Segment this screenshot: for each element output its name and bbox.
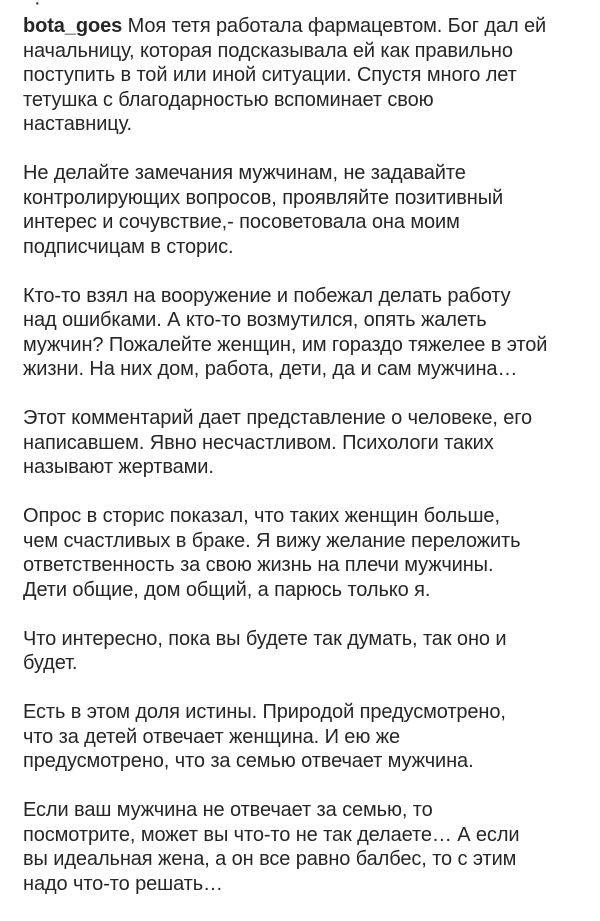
caption-line: посмотрите, может вы что-то не так делаете… А если [23, 823, 520, 846]
caption-line: чем счастливых в браке. Я вижу желание переложить [23, 529, 521, 552]
caption-paragraph [23, 798, 577, 896]
caption-line: что за детей отвечает женщина. И ею же [23, 725, 400, 748]
caption-line: мужчин? Пожалейте женщин, им гораздо тяжелее в этой [23, 333, 548, 356]
caption-line: Опрос в сторис показал, что таких женщин больше, [23, 505, 500, 527]
caption-line: над ошибками. А кто-то возмутился, опять жалеть [23, 309, 487, 331]
caption-line: Этот комментарий дает представление о человеке, его [23, 407, 533, 429]
caption-line: называют жертвами. [23, 456, 214, 478]
caption-line: предусмотрено, что за семью отвечает мужчина. [23, 750, 474, 772]
caption-line: ответственность за свою жизнь на плечи мужчины. [23, 554, 494, 576]
caption-line: Моя тетя работала фармацевтом. Бог дал ей [127, 15, 547, 37]
caption-line: наставницу. [23, 113, 132, 135]
caption-line: жизни. На них дом, работа, дети, да и сам мужчина… [23, 358, 518, 380]
caption-line: тетушка с благодарностью вспоминает свою [23, 88, 434, 111]
caption-paragraph [23, 161, 577, 259]
caption-line: вы идеальная жена, а он все равно балбес, то с этим [23, 848, 517, 870]
caption-line: интерес и сочувствие,- посоветовала она моим [23, 211, 460, 233]
post-caption [23, 14, 577, 921]
caption-line: будет. [23, 652, 78, 674]
caption-line: Если ваш мужчина не отвечает за семью, то [23, 799, 433, 821]
caption-line: Что интересно, пока вы будете так думать, так оно и [23, 627, 507, 650]
caption-line: подписчицам в сторис. [23, 235, 234, 258]
caption-paragraph [23, 700, 577, 774]
caption-line: Есть в этом доля истины. Природой предусмотрено, [23, 701, 506, 723]
caption-paragraph [23, 627, 577, 676]
caption-line: Дети общие, дом общий, а парюсь только я. [23, 578, 431, 601]
caption-paragraph [23, 284, 577, 382]
caption-line: Кто-то взял на вооружение и побежал делать работу [23, 284, 511, 307]
caption-line: контролирующих вопросов, проявляйте позитивный [23, 186, 504, 209]
caption-line: поступить в той или иной ситуации. Спустя много лет [23, 64, 517, 86]
caption-paragraph [23, 406, 577, 480]
caption-line: написавшем. Явно несчастливом. Психологи таких [23, 431, 494, 454]
username-link[interactable]: bota_goes [23, 15, 123, 37]
caption-line: начальницу, которая подсказывала ей как правильно [23, 39, 513, 62]
caption-line: Не делайте замечания мужчинам, не задавайте [23, 162, 466, 184]
caption-paragraph [23, 14, 577, 137]
previous-line-fragment: · [34, 0, 41, 14]
caption-paragraph [23, 504, 577, 602]
caption-line: надо что-то решать… [23, 872, 223, 895]
